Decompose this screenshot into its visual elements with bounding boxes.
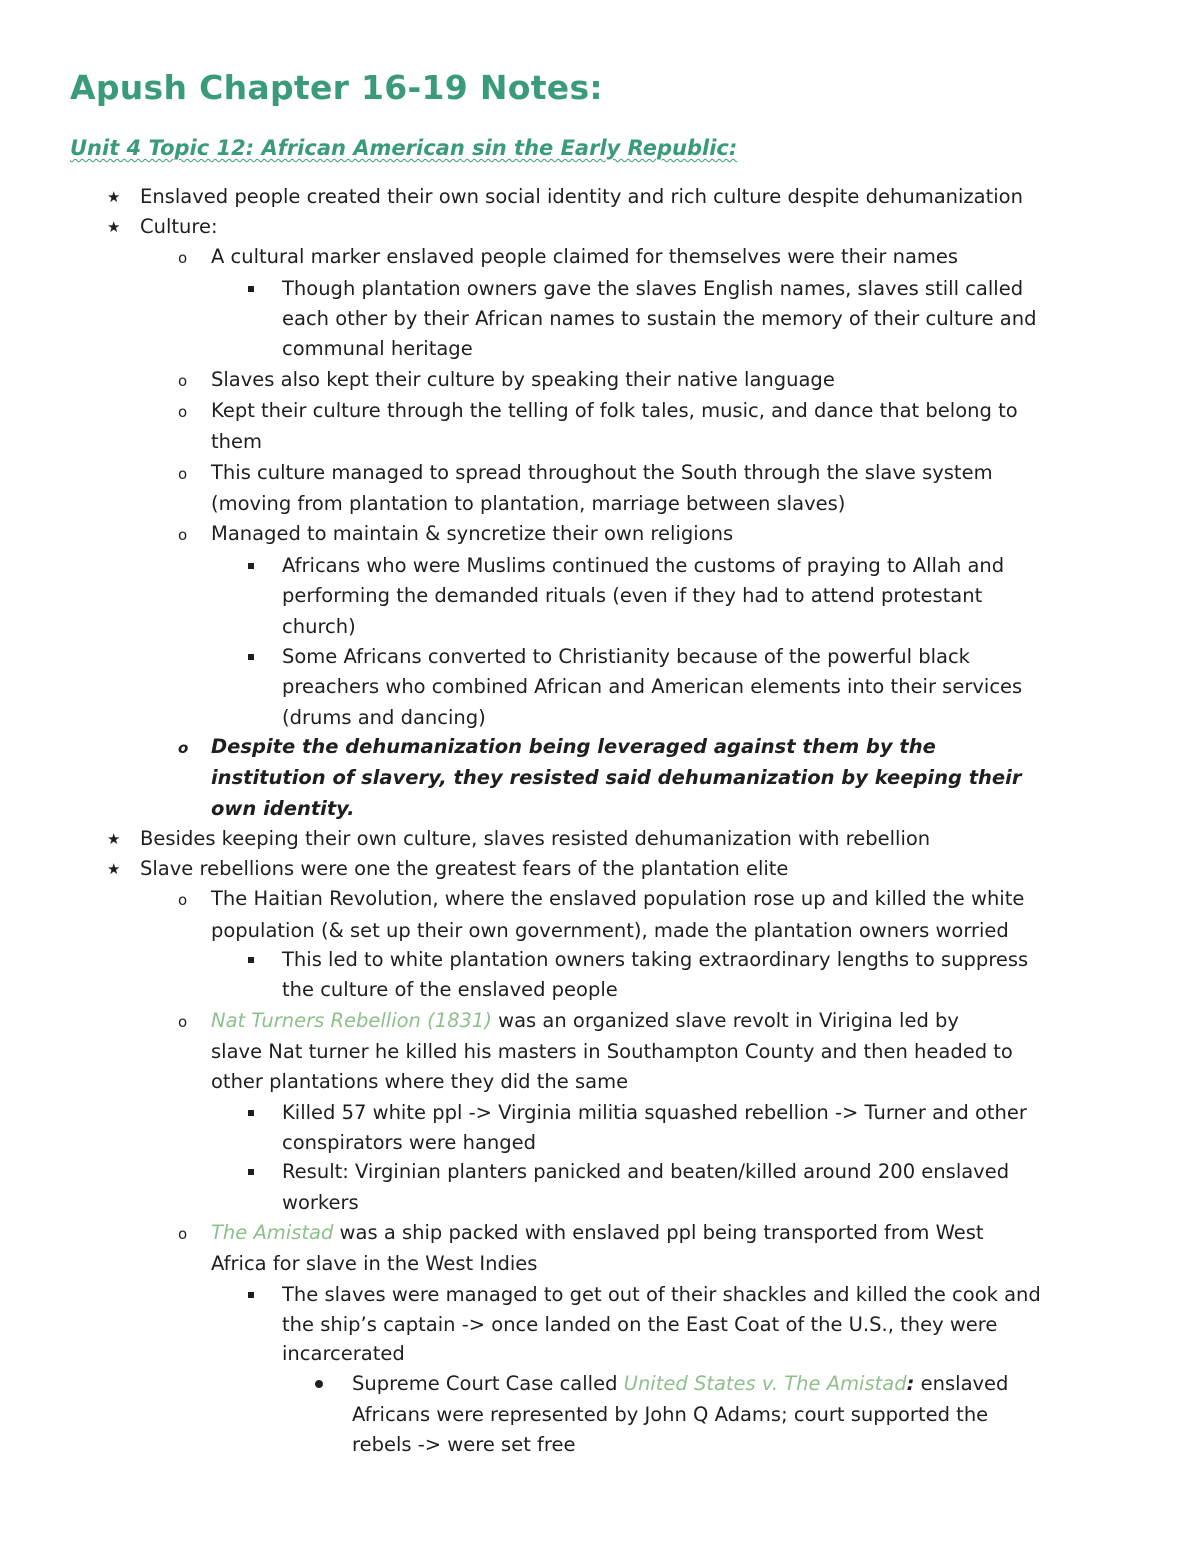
note-line: This led to white plantation owners taking extraordinary lengths to suppress [282,948,1029,971]
star-bullet-icon: ★ [107,188,121,206]
note-line: Result: Virginian planters panicked and beaten/killed around 200 enslaved [282,1160,1010,1183]
note-line: the culture of the enslaved people [282,978,618,1001]
note-line: conspirators were hanged [282,1131,537,1154]
ring-bullet-icon: o [178,891,188,909]
note-line: each other by their African names to sustain the memory of their culture and [282,307,1037,330]
document-title: Apush Chapter 16-19 Notes: [70,68,603,107]
note-line-emphasis: Despite the dehumanization being leveraged against them by the [211,735,936,758]
note-line: performing the demanded rituals (even if they had to attend protestant [282,584,983,607]
note-line: The slaves were managed to get out of their shackles and killed the cook and [282,1283,1041,1306]
note-line: incarcerated [282,1342,405,1365]
ring-bullet-icon: o [178,739,189,757]
note-line: communal heritage [282,337,473,360]
square-bullet-icon [248,946,254,963]
note-line: Killed 57 white ppl -> Virginia militia squashed rebellion -> Turner and other [282,1101,1027,1124]
section-heading: Unit 4 Topic 12: African American sin the Early Republic: [70,136,738,160]
note-text: Supreme Court Case called [352,1372,624,1395]
square-bullet-icon [248,552,254,569]
note-line: (drums and dancing) [282,706,486,729]
star-bullet-icon: ★ [107,860,121,878]
note-line: preachers who combined African and American elements into their services [282,675,1023,698]
note-line: Slaves also kept their culture by speaking their native language [211,368,835,391]
ring-bullet-icon: o [178,465,188,483]
note-line: rebels -> were set free [352,1433,576,1456]
note-line: Managed to maintain & syncretize their own religions [211,522,734,545]
key-term: Nat Turners Rebellion (1831) [211,1009,492,1032]
note-line: A cultural marker enslaved people claimed for themselves were their names [211,245,959,268]
note-line-emphasis: institution of slavery, they resisted said dehumanization by keeping their [211,766,1022,789]
square-bullet-icon [248,1099,254,1116]
note-line: church) [282,615,356,638]
ring-bullet-icon: o [178,1013,188,1031]
note-line: The Haitian Revolution, where the enslaved population rose up and killed the white [211,887,1025,910]
note-line [352,1370,1008,1398]
note-line [211,1219,984,1247]
ring-bullet-icon: o [178,526,188,544]
note-line: Kept their culture through the telling of folk tales, music, and dance that belong to [211,399,1018,422]
note-line: slave Nat turner he killed his masters in Southampton County and then headed to [211,1040,1013,1063]
note-line: population (& set up their own government), made the plantation owners worried [211,919,1009,942]
note-line: Culture: [140,215,218,238]
note-line: Some Africans converted to Christianity because of the powerful black [282,645,970,668]
note-line: Though plantation owners gave the slaves English names, slaves still called [282,277,1024,300]
note-text: was an organized slave revolt in Virigina led by [491,1009,959,1032]
note-line-emphasis: own identity. [211,797,355,820]
note-line: the ship’s captain -> once landed on the East Coat of the U.S., they were [282,1313,998,1336]
note-text: was a ship packed with enslaved ppl being transported from West [333,1221,984,1244]
square-bullet-icon [248,275,254,292]
square-bullet-icon [248,1158,254,1175]
note-line: other plantations where they did the same [211,1070,629,1093]
note-line: them [211,430,262,453]
ring-bullet-icon: o [178,372,188,390]
note-line: Enslaved people created their own social identity and rich culture despite dehumanization [140,185,1023,208]
ring-bullet-icon: o [178,403,188,421]
note-line [211,1007,959,1035]
star-bullet-icon: ★ [107,218,121,236]
note-line: Africa for slave in the West Indies [211,1252,538,1275]
note-line: Africans were represented by John Q Adams; court supported the [352,1403,989,1426]
key-term: United States v. The Amistad [623,1372,907,1395]
note-text: enslaved [914,1372,1009,1395]
ring-bullet-icon: o [178,1225,188,1243]
star-bullet-icon: ★ [107,830,121,848]
square-bullet-icon [248,643,254,660]
dot-bullet-icon [315,1370,323,1388]
ring-bullet-icon: o [178,249,188,267]
note-text: : [906,1372,915,1395]
note-line: Africans who were Muslims continued the customs of praying to Allah and [282,554,1005,577]
note-line: workers [282,1191,359,1214]
note-line: (moving from plantation to plantation, marriage between slaves) [211,492,846,515]
square-bullet-icon [248,1281,254,1298]
note-line: Slave rebellions were one the greatest fears of the plantation elite [140,857,789,880]
note-line: Besides keeping their own culture, slaves resisted dehumanization with rebellion [140,827,931,850]
key-term: The Amistad [211,1221,334,1244]
note-line: This culture managed to spread throughout the South through the slave system [211,461,993,484]
